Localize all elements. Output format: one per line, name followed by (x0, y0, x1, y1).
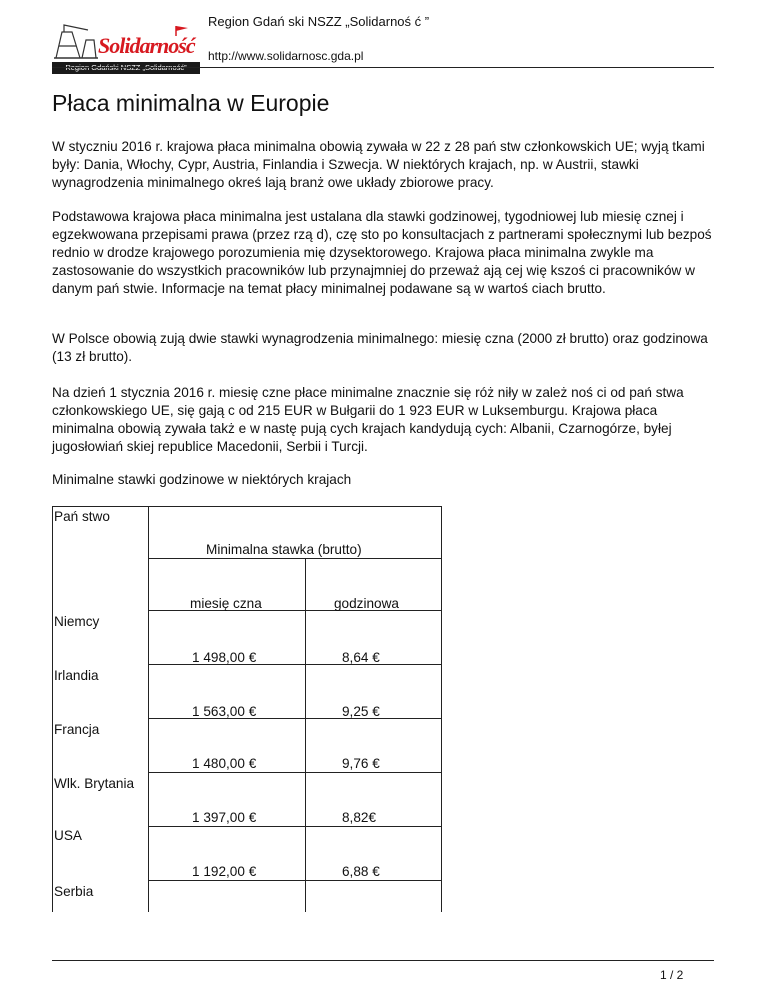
table-cell-country: Serbia (54, 884, 94, 899)
table-header-hourly: godzinowa (334, 596, 399, 611)
table-cell-country: Wlk. Brytania (54, 776, 135, 791)
table-cell-hourly: 8,82€ (342, 810, 377, 825)
page-title: Płaca minimalna w Europie (52, 90, 330, 116)
table-cell-country: Niemcy (54, 614, 100, 629)
table-caption: Minimalne stawki godzinowe w niektórych krajach (52, 472, 352, 487)
table-border-left (52, 506, 53, 912)
table-row-divider (148, 558, 442, 559)
solidarnosc-logo-mark (52, 22, 200, 60)
table-cell-monthly: 1 397,00 € (192, 810, 257, 825)
logo-caption: Region Gdański NSZZ „Solidarność” (52, 62, 200, 74)
paragraph-4: Na dzień 1 stycznia 2016 r. miesię czne płace minimalne znacznie się róż niły w zależ noś ci od pań stwa członkowskiego UE, się gają c od 215 EUR w Bułgarii do 1 923 EUR w Luksemburgu. Krajowa płaca minimalna obowią zywała takż e w nastę pują cych krajach kandydują cych: Albanii, Czarnogórze, byłej jugosłowiań skiej republice Macedonii, Serbii i Turcji. (52, 385, 684, 454)
table-cell-hourly: 6,88 € (342, 864, 380, 879)
table-row-divider (148, 880, 442, 881)
table-cell-monthly: 1 498,00 € (192, 650, 257, 665)
logo-lettering: Solidarność (98, 33, 195, 58)
header-org-name: Region Gdań ski NSZZ „Solidarnoś ć ” (208, 14, 430, 29)
table-row-divider (148, 772, 442, 773)
page-header (52, 10, 714, 72)
table-header-group: Minimalna stawka (brutto) (206, 542, 362, 557)
table-column-divider (305, 558, 306, 912)
table-column-divider (148, 506, 149, 912)
table-cell-hourly: 8,64 € (342, 650, 380, 665)
table-cell-monthly: 1 563,00 € (192, 704, 257, 719)
header-divider (52, 67, 714, 68)
table-header-country: Pań stwo (54, 509, 110, 524)
table-cell-hourly: 9,76 € (342, 756, 380, 771)
table-cell-country: USA (54, 828, 82, 843)
table-header-monthly: miesię czna (190, 596, 262, 611)
table-border-right (441, 506, 442, 912)
table-cell-country: Francja (54, 722, 100, 737)
paragraph-3: W Polsce obowią zują dwie stawki wynagrodzenia minimalnego: miesię czna (2000 zł brutto) oraz godzinowa (13 zł brutto). (52, 331, 708, 364)
table-border-top (52, 506, 442, 507)
table-row-divider (148, 826, 442, 827)
paragraph-2: Podstawowa krajowa płaca minimalna jest ustalana dla stawki godzinowej, tygodniowej lub miesię cznej i egzekwowana przepisami prawa (przez rzą d), czę sto po konsultacjach z partnerami społecznymi lub bezpoś rednio w drodze krajowego porozumienia mię dzysektorowego. Krajowa płaca minimalna zwykle ma zastosowanie do wszystkich pracowników lub przynajmniej do przeważ ają cej wię kszoś ci pracowników w danym pań stwie. Informacje na temat płacy minimalnej podawane są w wartoś ciach brutto. (52, 209, 712, 296)
minimum-wage-table (52, 506, 442, 912)
table-cell-hourly: 9,25 € (342, 704, 380, 719)
page-number: 1 / 2 (660, 968, 684, 982)
table-cell-monthly: 1 480,00 € (192, 756, 257, 771)
table-cell-monthly: 1 192,00 € (192, 864, 257, 879)
paragraph-1: W styczniu 2016 r. krajowa płaca minimalna obowią zywała w 22 z 28 pań stw członkowskich UE; wyją tkami były: Dania, Włochy, Cypr, Austria, Finlandia i Szwecja. W niektórych krajach, np. w Austrii, stawki wynagrodzenia minimalnego okreś lają branż owe układy zbiorowe pracy. (52, 139, 705, 190)
header-url-link[interactable]: http://www.solidarnosc.gda.pl (208, 49, 364, 63)
table-cell-country: Irlandia (54, 668, 99, 683)
footer-divider (52, 960, 714, 961)
